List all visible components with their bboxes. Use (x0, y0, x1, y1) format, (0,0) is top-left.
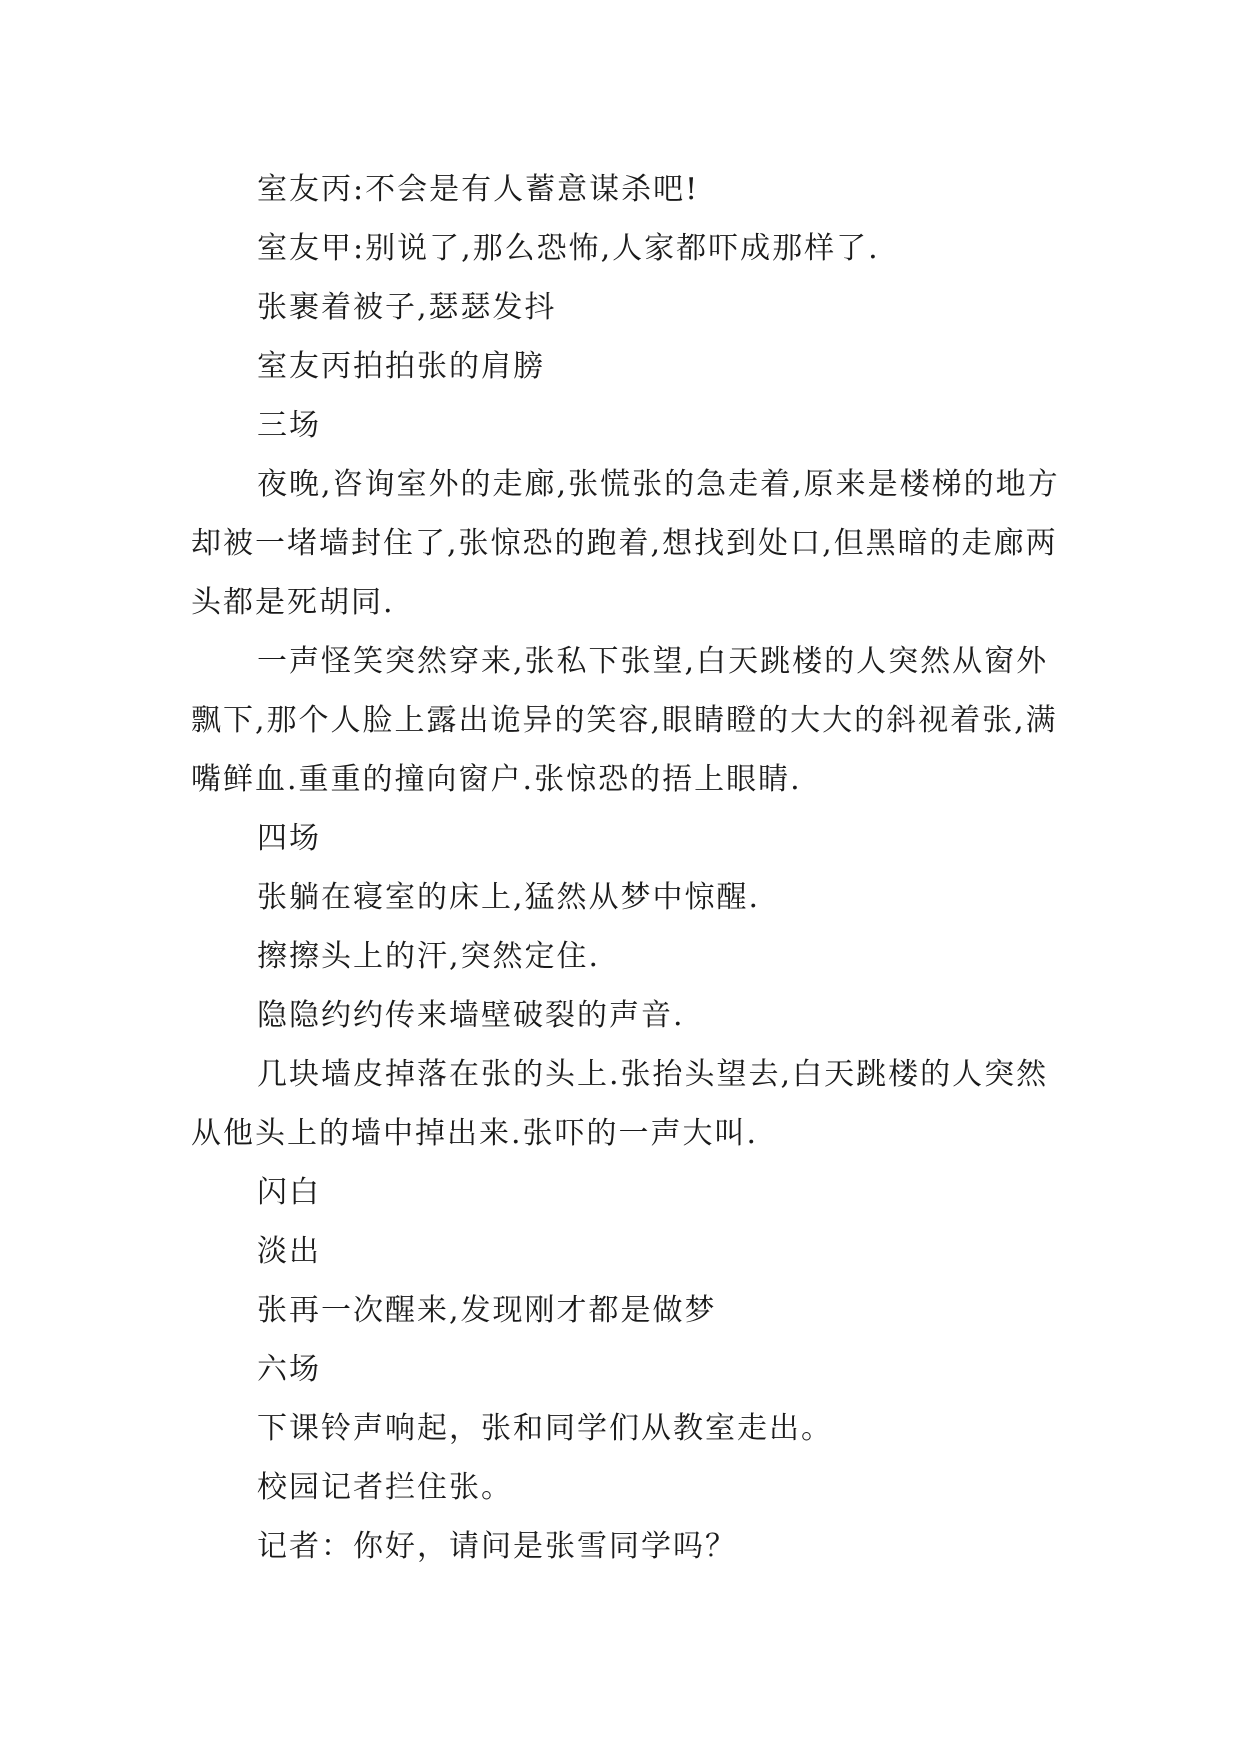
paragraph: 张躺在寝室的床上,猛然从梦中惊醒. (257, 880, 761, 915)
paragraph: 闪白 (257, 1175, 321, 1210)
paragraph: 张再一次醒来,发现刚才都是做梦 (257, 1293, 717, 1328)
paragraph: 室友甲:别说了,那么恐怖,人家都吓成那样了. (257, 231, 880, 266)
paragraph: 张裹着被子,瑟瑟发抖 (257, 290, 557, 325)
document-body (191, 160, 1061, 1576)
paragraph: 淡出 (257, 1234, 321, 1269)
paragraph: 几块墙皮掉落在张的头上.张抬头望去,白天跳楼的人突然从他头上的墙中掉出来.张吓的一声大叫. (191, 1057, 1049, 1151)
paragraph: 下课铃声响起，张和同学们从教室走出。 (257, 1411, 833, 1446)
paragraph: 夜晚,咨询室外的走廊,张慌张的急走着,原来是楼梯的地方却被一堵墙封住了,张惊恐的跑着,想找到处口,但黑暗的走廊两头都是死胡同. (191, 467, 1060, 620)
scene-heading: 四场 (257, 821, 321, 856)
paragraph: 擦擦头上的汗,突然定住. (257, 939, 601, 974)
paragraph: 室友丙:不会是有人蓄意谋杀吧! (257, 172, 700, 207)
paragraph: 记者：你好，请问是张雪同学吗？ (257, 1529, 737, 1564)
paragraph: 一声怪笑突然穿来,张私下张望,白天跳楼的人突然从窗外飘下,那个人脸上露出诡异的笑容,眼睛瞪的大大的斜视着张,满嘴鲜血.重重的撞向窗户.张惊恐的捂上眼睛. (191, 644, 1058, 797)
paragraph: 校园记者拦住张。 (257, 1470, 513, 1505)
scene-heading: 六场 (257, 1352, 321, 1387)
paragraph: 隐隐约约传来墙壁破裂的声音. (257, 998, 685, 1033)
paragraph: 室友丙拍拍张的肩膀 (257, 349, 545, 384)
scene-heading: 三场 (257, 408, 321, 443)
